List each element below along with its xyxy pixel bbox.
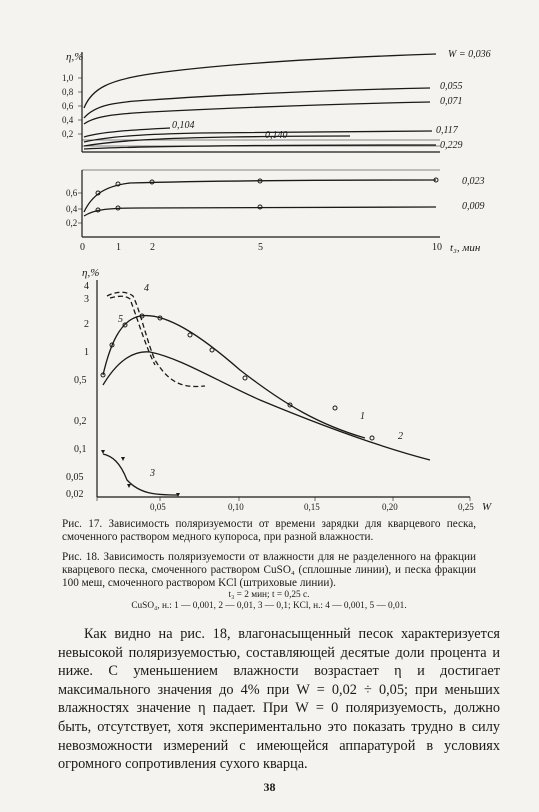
fig17-top-tick: 0,6: [62, 101, 74, 111]
fig18-xlabel: W: [482, 501, 492, 513]
paragraph: Как видно на рис. 18, влагонасыщенный песок характеризуется невысокой поляризуемостью, составляющей десятые доли процента и ниже. С уменьшением влажности возрастает η и достигает максимального значения до 4% при W = 0,02 ÷ 0,05; при меньших влажностях значение η падает. При W = 0 поляризуемость, должно быть, отсутствует, хотя экспериментально это показать трудно в силу невозможности измерений с имеющейся аппаратурой в условиях огромного сопротивления сухого кварца.: [58, 626, 500, 773]
fig17-top-tick: 0,2: [62, 129, 74, 139]
fig18-curve-label: 2: [398, 431, 403, 442]
fig18-y-tick: 0,05: [66, 472, 84, 483]
fig17-x-tick: 1: [116, 242, 121, 253]
fig17-curve-label: 0,229: [440, 140, 463, 151]
fig18-curve-label: 3: [150, 468, 155, 479]
fig17-caption: Рис. 17. Зависимость поляризуемости от времени зарядки для кварцевого песка, смоченного раствором медного купороса, при разной влажности.: [62, 518, 476, 543]
fig17-top-tick: 0,4: [62, 115, 74, 125]
fig18-chart: [66, 267, 492, 513]
fig18-y-tick: 0,02: [66, 489, 84, 500]
fig18-x-tick: 0,15: [304, 502, 320, 512]
fig18-caption: Рис. 18. Зависимость поляризуемости от влажности для не разделенного на фракции кварцевого песка, смоченного раствором CuSO₄ (сплошные линии), и песка фракции 100 меш, смоченного раствором KCl (штриховые линии).: [62, 551, 476, 589]
fig17-xlabel: t₃, мин: [450, 242, 481, 254]
fig17-curve-label: 0,140: [265, 130, 288, 141]
fig18-x-tick: 0,05: [150, 502, 166, 512]
fig17-curve-label: 0,009: [462, 201, 485, 212]
fig17-bottom-tick: 0,6: [66, 188, 78, 198]
fig18-y-tick: 4: [84, 281, 89, 292]
fig18-y-tick: 0,2: [74, 416, 87, 427]
fig17-top-tick: 0,8: [62, 87, 74, 97]
fig17-curve-label: 0,117: [436, 125, 458, 136]
fig18-x-tick: 0,20: [382, 502, 398, 512]
fig18-y-tick: 0,1: [74, 444, 87, 455]
fig18-y-tick: 0,5: [74, 375, 87, 386]
fig17-curve-label: 0,071: [440, 96, 463, 107]
fig18-legend: CuSO₄, н.: 1 — 0,001, 2 — 0,01, 3 — 0,1; KCl, н.: 4 — 0,001, 5 — 0,01.: [131, 601, 407, 611]
fig17-top-panel: [62, 49, 491, 152]
fig17-curve-label: 0,055: [440, 81, 463, 92]
fig18-y-tick: 3: [84, 294, 89, 305]
page-number: 38: [263, 780, 276, 794]
fig17-x-tick: 10: [432, 242, 442, 253]
fig18-curve-label: 1: [360, 411, 365, 422]
fig17-x-tick: 0: [80, 242, 85, 253]
fig18-y-tick: 1: [84, 347, 89, 358]
fig17-x-tick: 2: [150, 242, 155, 253]
fig18-params: t₃ = 2 мин; t = 0,25 с.: [228, 590, 310, 600]
fig18-ylabel: η,%: [82, 267, 100, 279]
fig17-x-tick: 5: [258, 242, 263, 253]
fig18-y-tick: 2: [84, 319, 89, 330]
fig18-curve-label: 4: [144, 283, 149, 294]
fig17-top-tick: 1,0: [62, 73, 74, 83]
body-text: [58, 625, 500, 774]
fig18-curve-label: 5: [118, 314, 123, 325]
fig17-bottom-tick: 0,2: [66, 218, 78, 228]
fig18-x-tick: 0,25: [458, 502, 474, 512]
fig17-curve-label: 0,023: [462, 176, 485, 187]
fig18-x-tick: 0,10: [228, 502, 244, 512]
fig17-curve-label: 0,104: [172, 120, 195, 131]
fig17-bottom-panel: [66, 170, 485, 254]
fig17-curve-label: W = 0,036: [448, 49, 491, 60]
fig17-ylabel: η,%: [66, 51, 84, 63]
fig17-bottom-tick: 0,4: [66, 204, 78, 214]
